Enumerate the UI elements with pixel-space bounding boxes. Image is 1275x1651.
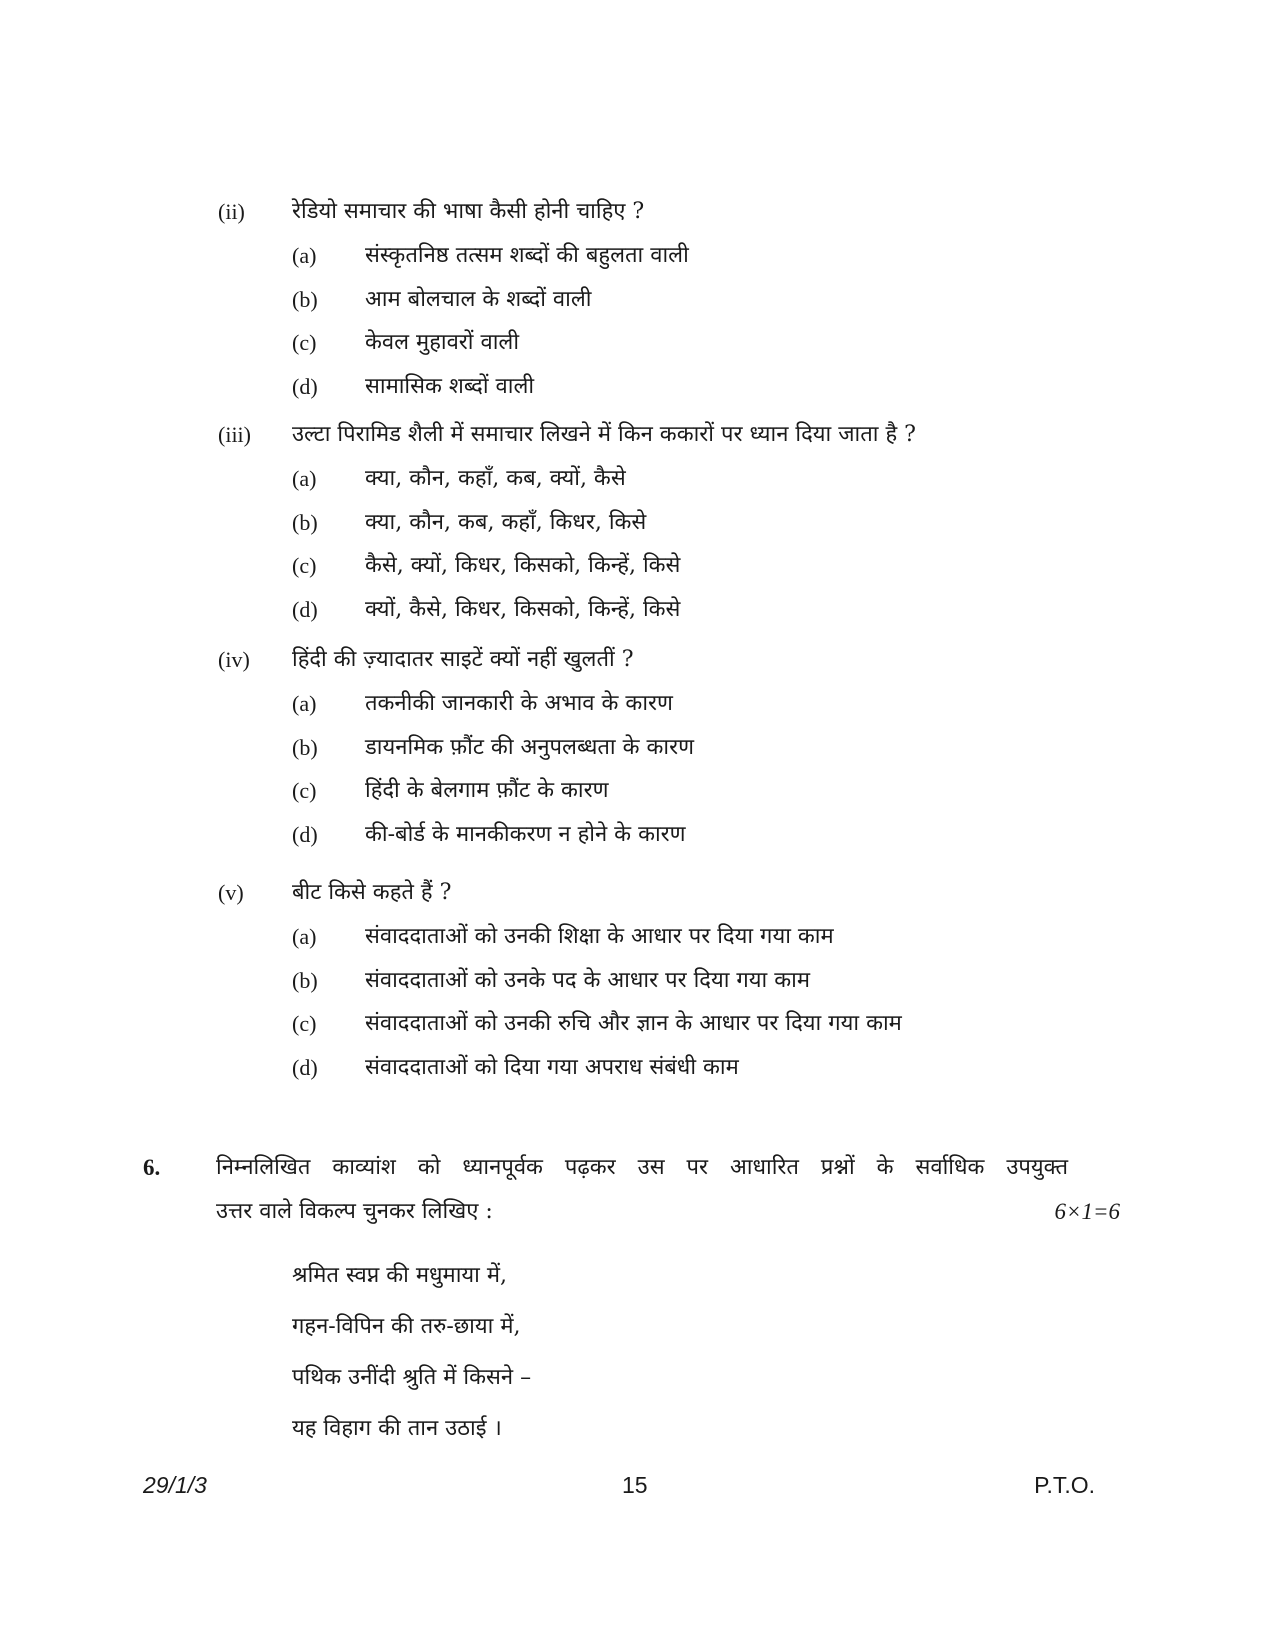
question-number: (iv) <box>218 647 250 672</box>
option-text: क्या, कौन, कहाँ, कब, क्यों, कैसे <box>365 466 626 491</box>
option-text: संवाददाताओं को दिया गया अपराध संबंधी काम <box>365 1054 739 1080</box>
option-b <box>0 961 1275 1005</box>
option-label: (a) <box>292 924 317 949</box>
option-text: की-बोर्ड के मानकीकरण न होने के कारण <box>365 821 686 847</box>
please-turn-over: P.T.O. <box>1034 1472 1095 1498</box>
question-stem <box>0 640 1275 684</box>
subquestion-iii <box>0 415 1275 633</box>
question-text: उल्टा पिरामिड शैली में समाचार लिखने में किन ककारों पर ध्यान दिया जाता है ? <box>292 422 916 447</box>
option-label: (c) <box>292 778 317 803</box>
option-a <box>0 236 1275 280</box>
option-d <box>0 590 1275 634</box>
option-label: (c) <box>292 330 317 355</box>
poem-line: श्रमित स्वप्न की मधुमाया में, <box>292 1263 507 1288</box>
option-text: डायनमिक फ़ौंट की अनुपलब्धता के कारण <box>365 734 694 760</box>
option-b <box>0 280 1275 324</box>
option-label: (d) <box>292 596 318 622</box>
subquestion-ii <box>0 192 1275 410</box>
option-text: तकनीकी जानकारी के अभाव के कारण <box>365 691 673 716</box>
subquestion-iv <box>0 640 1275 858</box>
page-number: 15 <box>622 1472 648 1498</box>
option-d <box>0 1048 1275 1092</box>
poem-passage <box>292 1256 531 1460</box>
option-label: (d) <box>292 1054 318 1080</box>
option-c <box>0 771 1275 815</box>
option-b <box>0 728 1275 772</box>
option-label: (b) <box>292 734 318 760</box>
option-text: क्यों, कैसे, किधर, किसको, किन्हें, किसे <box>365 596 681 622</box>
question-number: 6. <box>143 1155 161 1180</box>
poem-line: पथिक उनींदी श्रुति में किसने – <box>292 1365 532 1390</box>
option-label: (c) <box>292 553 317 578</box>
option-label: (b) <box>292 286 318 312</box>
question-text: बीट किसे कहते हैं ? <box>292 880 452 905</box>
question-stem <box>0 415 1275 459</box>
option-label: (c) <box>292 1011 317 1036</box>
option-label: (b) <box>292 967 318 993</box>
paper-code: 29/1/3 <box>143 1472 207 1498</box>
poem-line: यह विहाग की तान उठाई । <box>292 1416 502 1441</box>
option-label: (a) <box>292 466 317 491</box>
option-d <box>0 367 1275 411</box>
option-d <box>0 815 1275 859</box>
question-stem <box>0 873 1275 917</box>
question-number: (ii) <box>218 199 245 224</box>
option-text: हिंदी के बेलगाम फ़ौंट के कारण <box>365 778 609 803</box>
option-a <box>0 684 1275 728</box>
option-text: केवल मुहावरों वाली <box>365 330 520 355</box>
option-c <box>0 546 1275 590</box>
option-text: आम बोलचाल के शब्दों वाली <box>365 286 592 312</box>
option-text: सामासिक शब्दों वाली <box>365 373 535 399</box>
question-instruction-line-2: उत्तर वाले विकल्प चुनकर लिखिए : <box>216 1199 493 1224</box>
option-text: संस्कृतनिष्ठ तत्सम शब्दों की बहुलता वाली <box>365 243 689 268</box>
option-label: (d) <box>292 373 318 399</box>
option-c <box>0 323 1275 367</box>
option-text: संवाददाताओं को उनके पद के आधार पर दिया गया काम <box>365 967 810 993</box>
option-text: क्या, कौन, कब, कहाँ, किधर, किसे <box>365 509 647 535</box>
option-b <box>0 503 1275 547</box>
poem-line: गहन-विपिन की तरु-छाया में, <box>292 1314 521 1339</box>
question-number: (iii) <box>218 422 251 447</box>
marks-allocation: 6×1=6 <box>1054 1199 1120 1224</box>
question-number: (v) <box>218 880 244 905</box>
option-c <box>0 1004 1275 1048</box>
option-text: संवाददाताओं को उनकी रुचि और ज्ञान के आधार पर दिया गया काम <box>365 1011 902 1036</box>
option-label: (a) <box>292 243 317 268</box>
option-label: (a) <box>292 691 317 716</box>
page-footer <box>0 1465 1275 1505</box>
option-a <box>0 917 1275 961</box>
question-text: रेडियो समाचार की भाषा कैसी होनी चाहिए ? <box>292 199 645 224</box>
question-instruction-line-1: निम्नलिखित काव्यांश को ध्यानपूर्वक पढ़कर उस पर आधारित प्रश्नों के सर्वाधिक उपयुक्त <box>216 1155 1068 1180</box>
option-label: (b) <box>292 509 318 535</box>
question-text: हिंदी की ज़्यादातर साइटें क्यों नहीं खुलतीं ? <box>292 647 634 672</box>
question-stem <box>0 192 1275 236</box>
subquestion-v <box>0 873 1275 1091</box>
option-label: (d) <box>292 821 318 847</box>
option-text: संवाददाताओं को उनकी शिक्षा के आधार पर दिया गया काम <box>365 924 834 949</box>
option-text: कैसे, क्यों, किधर, किसको, किन्हें, किसे <box>365 553 681 578</box>
option-a <box>0 459 1275 503</box>
